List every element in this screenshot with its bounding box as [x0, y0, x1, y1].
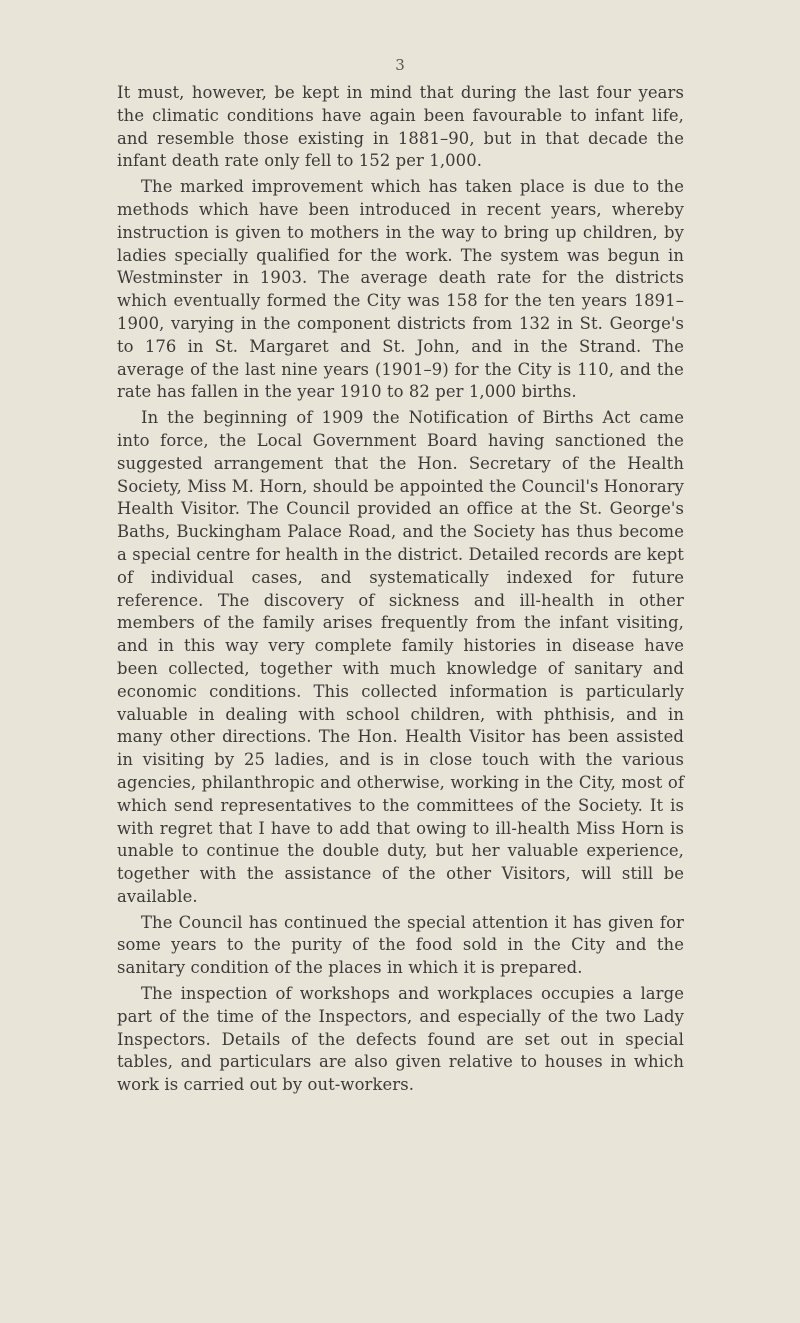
paragraph-workshop-inspection: The inspection of workshops and workplaces occupies a large part of the time of the Inspectors, and especially of the two Lady Inspectors. Details of the defects found are set out in special tables, and particulars are also given relative to houses in which work is carried out by out-workers. — [117, 984, 684, 1095]
paragraph-climatic-conditions: It must, however, be kept in mind that during the last four years the climatic conditions have again been favourable to infant life, and resemble those existing in 1881–90, but in that decade the infant death rate only fell to 152 per 1,000. — [117, 83, 684, 171]
paragraph-marked-improvement: The marked improvement which has taken place is due to the methods which have been introduced in recent years, whereby instruction is given to mothers in the way to bring up children, by ladies specially qualified for the work. The system was begun in Westminster in 1903. The average death rate for the districts which eventually formed the City was 158 for the ten years 1891–1900, varying in the component districts from 132 in St. George's to 176 in St. Margaret and St. John, and in the Strand. The average of the last nine years (1901–9) for the City is 110, and the rate has fallen in the year 1910 to 82 per 1,000 births. — [117, 177, 684, 402]
paragraph-notification-of-births: In the beginning of 1909 the Notification of Births Act came into force, the Local Government Board having sanctioned the suggested arrangement that the Hon. Secretary of the Health Society, Miss M. Horn, should be appointed the Council's Honorary Health Visitor. The Council provided an office at the St. George's Baths, Buckingham Palace Road, and the Society has thus become a special centre for health in the district. Detailed records are kept of individual cases, and systematically indexed for future reference. The discovery of sickness and ill-health in other members of the family arises frequently from the infant visiting, and in this way very complete family histories in disease have been collected, together with much knowledge of sanitary and economic conditions. This collected information is particularly valuable in dealing with school children, with phthisis, and in many other directions. The Hon. Health Visitor has been assisted in visiting by 25 ladies, and is in close touch with the various agencies, philanthropic and otherwise, working in the City, most of which send representatives to the committees of the Society. It is with regret that I have to add that owing to ill-health Miss Horn is unable to continue the double duty, but her valuable experience, together with the assistance of the other Visitors, will still be available. — [117, 408, 684, 906]
page-number: 3 — [395, 56, 405, 74]
paragraph-food-purity: The Council has continued the special attention it has given for some years to the purity of the food sold in the City and the sanitary condition of the places in which it is prepared. — [117, 912, 684, 978]
body-text — [117, 82, 684, 1097]
